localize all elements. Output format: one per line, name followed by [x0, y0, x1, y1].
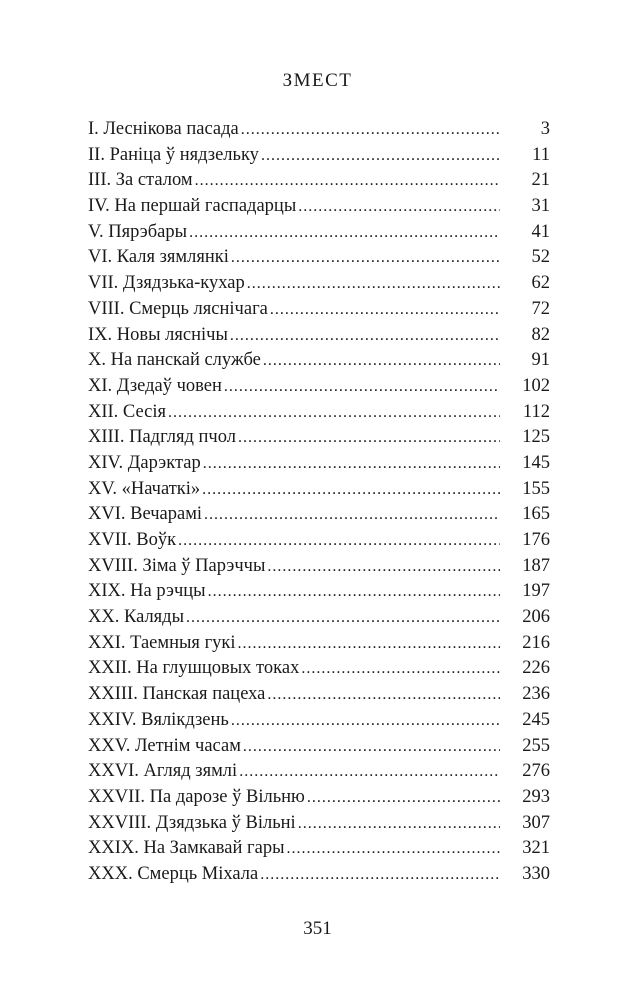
toc-entry: [88, 528, 550, 554]
toc-dot-leader: [243, 734, 500, 760]
toc-dot-leader: [301, 656, 500, 682]
toc-entry-title: IX. Новы ляснічы: [88, 324, 228, 345]
toc-entry-title: II. Раніца ў нядзельку: [88, 144, 259, 165]
toc-entry: [88, 425, 550, 451]
toc-entry-title: XXIII. Панская пацеха: [88, 684, 266, 705]
toc-entry-title: XX. Каляды: [88, 607, 185, 628]
toc-dot-leader: [260, 862, 500, 888]
toc-entry-title: XII. Сесія: [88, 401, 167, 422]
toc-entry-title: IV. На першай гаспадарцы: [88, 196, 297, 217]
toc-entry-title: XXV. Летнім часам: [88, 735, 241, 756]
toc-entry: [88, 811, 550, 837]
table-of-contents: [88, 117, 550, 888]
toc-entry-title: III. За сталом: [88, 170, 193, 191]
toc-entry-title: X. На панскай службе: [88, 350, 261, 371]
toc-entry: [88, 400, 550, 426]
toc-entry-title: XIX. На рэчцы: [88, 581, 206, 602]
toc-dot-leader: [238, 631, 500, 657]
toc-dot-leader: [267, 682, 500, 708]
toc-entry-page: 82: [531, 324, 550, 345]
toc-entry-title: VII. Дзядзька-кухар: [88, 273, 245, 294]
toc-entry-title: XXI. Таемныя гукі: [88, 632, 236, 653]
toc-entry-page: 236: [522, 684, 550, 705]
toc-entry-page: 3: [540, 119, 550, 139]
toc-entry: [88, 297, 550, 323]
toc-entry-title: XXIV. Вялікдзень: [88, 709, 229, 730]
toc-entry-title: XI. Дзедаў човен: [88, 375, 222, 396]
toc-dot-leader: [298, 194, 500, 220]
toc-entry: [88, 143, 550, 169]
toc-entry-page: 102: [522, 375, 550, 396]
toc-dot-leader: [230, 323, 500, 349]
toc-dot-leader: [287, 836, 501, 862]
toc-dot-leader: [298, 811, 500, 837]
toc-dot-leader: [270, 297, 500, 323]
toc-dot-leader: [203, 451, 500, 477]
toc-entry-title: XXVII. Па дарозе ў Вільню: [88, 786, 305, 807]
toc-entry: [88, 605, 550, 631]
toc-entry-page: 255: [522, 735, 550, 756]
toc-entry: [88, 194, 550, 220]
toc-dot-leader: [202, 477, 500, 503]
toc-dot-leader: [247, 271, 500, 297]
toc-dot-leader: [204, 502, 500, 528]
toc-entry-title: XXIX. На Замкавай гары: [88, 838, 285, 859]
toc-entry-page: 112: [522, 401, 550, 422]
toc-entry: [88, 374, 550, 400]
toc-entry-title: XXVI. Агляд зямлі: [88, 761, 238, 782]
toc-entry-page: 206: [522, 607, 550, 628]
toc-entry: [88, 759, 550, 785]
toc-entry: [88, 502, 550, 528]
page-title: ЗМЕСТ: [282, 70, 353, 91]
toc-dot-leader: [238, 425, 500, 451]
toc-entry-page: 276: [522, 761, 550, 782]
toc-entry: [88, 734, 550, 760]
toc-entry: [88, 245, 550, 271]
toc-entry: [88, 220, 550, 246]
toc-entry-page: 31: [531, 196, 550, 217]
toc-entry: [88, 117, 550, 143]
toc-entry-title: V. Пярэбары: [88, 221, 188, 242]
toc-entry-title: I. Леснікова пасада: [88, 119, 239, 139]
toc-dot-leader: [267, 554, 500, 580]
toc-entry-title: VI. Каля зямлянкі: [88, 247, 229, 268]
toc-entry-title: XXII. На глушцовых токах: [88, 658, 300, 679]
toc-entry: [88, 862, 550, 888]
toc-entry-title: VIII. Смерць ляснічага: [88, 298, 268, 319]
toc-entry-title: XIII. Падгляд пчол: [88, 427, 236, 448]
toc-entry: [88, 579, 550, 605]
toc-entry-title: XV. «Начаткі»: [88, 478, 201, 499]
toc-entry-page: 187: [522, 555, 550, 576]
toc-entry: [88, 323, 550, 349]
toc-entry-page: 155: [522, 478, 550, 499]
toc-entry-page: 11: [532, 144, 550, 165]
toc-dot-leader: [307, 785, 500, 811]
toc-entry: [88, 451, 550, 477]
toc-entry: [88, 708, 550, 734]
toc-entry-page: 145: [522, 452, 550, 473]
toc-dot-leader: [261, 143, 500, 169]
toc-dot-leader: [241, 117, 500, 143]
toc-entry: [88, 168, 550, 194]
toc-entry-page: 41: [531, 221, 550, 242]
page-number: 351: [303, 918, 332, 939]
toc-entry: [88, 348, 550, 374]
toc-entry-page: 125: [522, 427, 550, 448]
toc-entry: [88, 631, 550, 657]
toc-dot-leader: [189, 220, 500, 246]
toc-entry-page: 52: [531, 247, 550, 268]
toc-entry-page: 307: [522, 812, 550, 833]
toc-entry-page: 330: [522, 863, 550, 884]
toc-dot-leader: [239, 759, 500, 785]
toc-entry-page: 293: [522, 786, 550, 807]
toc-entry-page: 245: [522, 709, 550, 730]
toc-entry-page: 62: [531, 273, 550, 294]
toc-dot-leader: [231, 245, 500, 271]
toc-entry-page: 321: [522, 838, 550, 859]
toc-entry-page: 216: [522, 632, 550, 653]
toc-entry-page: 72: [531, 298, 550, 319]
toc-entry-page: 165: [522, 504, 550, 525]
toc-dot-leader: [224, 374, 500, 400]
toc-entry-title: XXX. Смерць Міхала: [88, 863, 259, 884]
toc-entry-title: XIV. Дарэктар: [88, 452, 201, 473]
toc-entry-title: XVI. Вечарамі: [88, 504, 203, 525]
toc-entry-title: XVIII. Зіма ў Парэччы: [88, 555, 266, 576]
toc-entry: [88, 271, 550, 297]
toc-entry-page: 176: [522, 530, 550, 550]
toc-entry: [88, 477, 550, 503]
toc-dot-leader: [263, 348, 500, 374]
toc-entry-title: XXVIII. Дзядзька ў Вільні: [88, 812, 296, 833]
toc-entry-title: XVII. Воўк: [88, 530, 177, 550]
toc-dot-leader: [178, 528, 500, 554]
toc-entry: [88, 785, 550, 811]
toc-entry-page: 226: [522, 658, 550, 679]
toc-dot-leader: [195, 168, 500, 194]
toc-dot-leader: [208, 579, 500, 605]
toc-entry-page: 91: [531, 350, 550, 371]
toc-dot-leader: [186, 605, 500, 631]
toc-entry: [88, 656, 550, 682]
toc-entry-page: 21: [531, 170, 550, 191]
toc-entry: [88, 554, 550, 580]
toc-dot-leader: [231, 708, 500, 734]
toc-entry: [88, 682, 550, 708]
toc-entry-page: 197: [522, 581, 550, 602]
toc-dot-leader: [168, 400, 500, 426]
toc-entry: [88, 836, 550, 862]
